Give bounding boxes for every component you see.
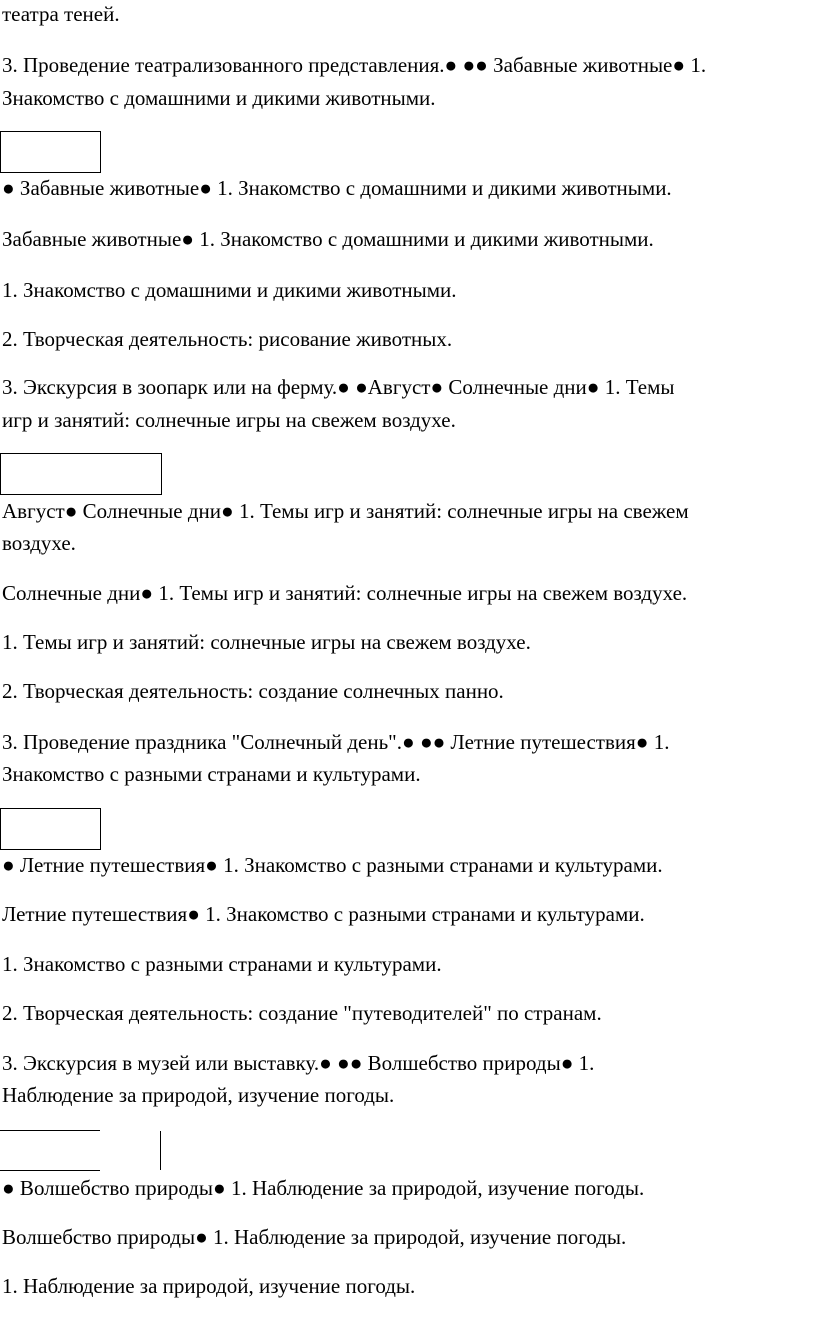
text-line: 2. Творческая деятельность: создание солнечных панно. xyxy=(2,679,504,703)
text-line: игр и занятий: солнечные игры на свежем воздухе. xyxy=(2,408,456,432)
text-line: театра теней. xyxy=(2,2,120,26)
empty-table-cell xyxy=(0,808,101,850)
text-line: 1. Наблюдение за природой, изучение погоды. xyxy=(2,1274,416,1298)
text-line: Знакомство с домашними и дикими животными. xyxy=(2,86,436,110)
text-line: Наблюдение за природой, изучение погоды. xyxy=(2,1083,395,1107)
empty-table-cell xyxy=(0,131,101,173)
text-line: 1. Знакомство с домашними и дикими животными. xyxy=(2,278,457,302)
text-line: ● Забавные животные● 1. Знакомство с домашними и дикими животными. xyxy=(2,176,672,200)
empty-table-cell xyxy=(0,453,162,495)
text-line: 1. Знакомство с разными странами и культурами. xyxy=(2,952,442,976)
text-line: ● Летние путешествия● 1. Знакомство с разными странами и культурами. xyxy=(2,853,663,877)
text-line: Волшебство природы● 1. Наблюдение за природой, изучение погоды. xyxy=(2,1225,627,1249)
text-line: воздухе. xyxy=(2,531,76,555)
text-line: 3. Экскурсия в зоопарк или на ферму.● ●Август● Солнечные дни● 1. Темы xyxy=(2,375,675,399)
text-line: 2. Творческая деятельность: создание "путеводителей" по странам. xyxy=(2,1001,602,1025)
table-rule xyxy=(0,1170,100,1171)
text-line: 2. Творческая деятельность: рисование животных. xyxy=(2,327,453,351)
text-line: 3. Проведение театрализованного представления.● ●● Забавные животные● 1. xyxy=(2,53,707,77)
text-line: Забавные животные● 1. Знакомство с домашними и дикими животными. xyxy=(2,227,654,251)
text-line: 3. Проведение праздника "Солнечный день".● ●● Летние путешествия● 1. xyxy=(2,730,670,754)
text-line: 3. Экскурсия в музей или выставку.● ●● Волшебство природы● 1. xyxy=(2,1051,595,1075)
text-line: Солнечные дни● 1. Темы игр и занятий: солнечные игры на свежем воздухе. xyxy=(2,581,688,605)
table-rule xyxy=(0,1130,100,1131)
text-line: ● Волшебство природы● 1. Наблюдение за природой, изучение погоды. xyxy=(2,1176,645,1200)
text-line: Август● Солнечные дни● 1. Темы игр и занятий: солнечные игры на свежем xyxy=(2,499,689,523)
table-rule xyxy=(160,1131,161,1170)
text-line: 1. Темы игр и занятий: солнечные игры на свежем воздухе. xyxy=(2,630,531,654)
text-line: Летние путешествия● 1. Знакомство с разными странами и культурами. xyxy=(2,902,645,926)
text-line: Знакомство с разными странами и культурами. xyxy=(2,762,421,786)
